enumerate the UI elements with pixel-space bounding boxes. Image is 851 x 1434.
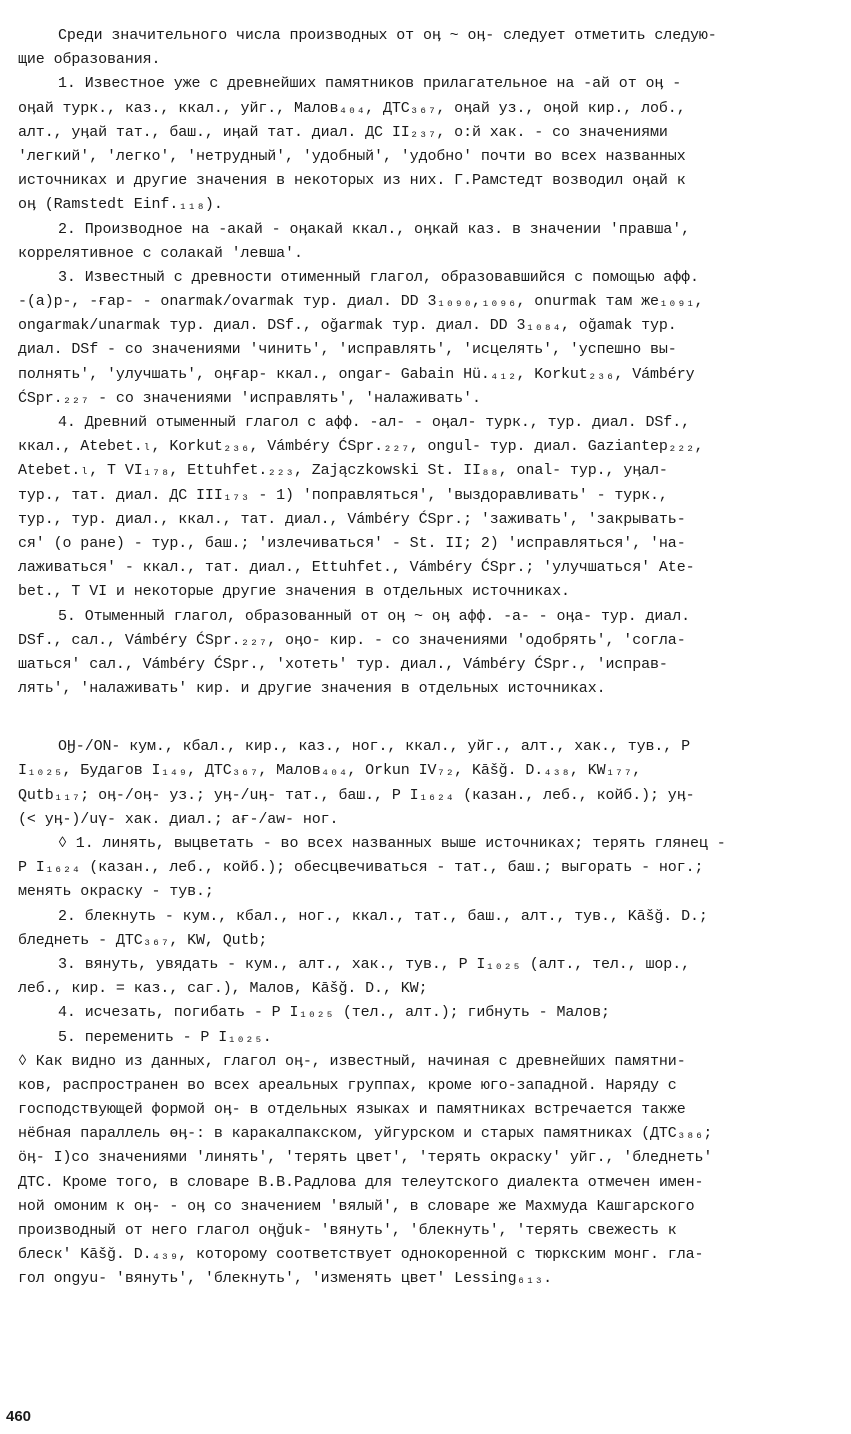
- text-line: тур., тат. диал. ДС III₁₇₃ - 1) 'поправляться', 'выздоравливать' - турк.,: [18, 486, 668, 504]
- text-line: господствующей формой оӊ- в отдельных языках и памятниках встречается также: [18, 1101, 686, 1119]
- text-line: коррелятивное с солакай 'левша'.: [18, 244, 303, 262]
- text-line: Qutb₁₁₇; оӊ-/оӊ- уз.; уӊ-/uӊ- тат., баш., Р I₁₆₂₄ (казан., леб., койб.); уӊ-: [18, 786, 695, 804]
- text-line: нёбная параллель өӊ-: в каракалпакском, уйгурском и старых памятниках (ДТС₃₈₆;: [18, 1125, 713, 1143]
- text-line: 2. блекнуть - кум., кбал., ног., ккал., тат., баш., алт., тув., Kāšğ. D.;: [58, 907, 708, 925]
- text-line: bet., T VI и некоторые другие значения в отдельных источниках.: [18, 583, 570, 601]
- text-line: леб., кир. = каз., саг.), Малов, Kāšğ. D., KW;: [18, 980, 428, 998]
- page-number: 460: [6, 1408, 32, 1425]
- text-line: ккал., Atebet.ₗ, Korkut₂₃₆, Vámbéry ĆSpr.₂₂₇, ongul- тур. диал. Gaziantep₂₂₂,: [18, 438, 704, 456]
- text-line: производный от него глагол oңğuk- 'вянуть', 'блекнуть', 'терять свежесть к: [18, 1222, 677, 1239]
- derivation-item-5: [18, 605, 833, 702]
- text-line: I₁₀₂₅, Будагов I₁₄₉, ДТС₃₆₇, Малов₄₀₄, Orkun IV₇₂, Kāšğ. D.₄₃₈, KW₁₇₇,: [18, 762, 642, 780]
- text-line: ДТС. Кроме того, в словаре В.В.Радлова для телеутского диалекта отмечен имен-: [18, 1173, 704, 1191]
- text-line: алт., уӊай тат., баш., иӊай тат. диал. ДС II₂₃₇, о:й хак. - со значениями: [18, 123, 668, 141]
- entry-comment: [18, 1050, 833, 1292]
- text-line: лять', 'налаживать' кир. и другие значения в отдельных источниках.: [18, 680, 606, 698]
- text-line: -(a)р-, -ғар- - onarmak/ovarmak тур. диал. DD 3₁₀₉₀,₁₀₉₆, onurmak там же₁₀₉₁,: [18, 293, 704, 311]
- text-line: оӊ (Ramstedt Einf.₁₁₈).: [18, 196, 223, 214]
- text-line: 1. Известное уже с древнейших памятников прилагательное на -ай от оӊ -: [58, 75, 682, 93]
- derivation-item-4: [18, 411, 833, 605]
- text-line: ĆSpr.₂₂₇ - со значениями 'исправлять', 'налаживать'.: [18, 389, 481, 407]
- entry-sense-4: [18, 1001, 833, 1025]
- text-line: DSf., сал., Vámbéry ĆSpr.₂₂₇, оӊо- кир. - со значениями 'одобрять', 'согла-: [18, 631, 686, 649]
- text-line: менять окраску - тув.;: [18, 883, 214, 901]
- text-line: лаживаться' - ккал., тат. диал., Ettuhfet., Vámbéry ĆSpr.; 'улучшаться' Ate-: [18, 559, 695, 577]
- derivation-item-1: [18, 72, 833, 217]
- text-line: бледнеть - ДТС₃₆₇, KW, Qutb;: [18, 931, 268, 949]
- text-line: ongarmak/unarmak тур. диал. DSf., oğarmak тур. диал. DD 3₁₀₈₄, oğamak тур.: [18, 317, 677, 335]
- text-line: шаться' сал., Vámbéry ĆSpr., 'хотеть' тур. диал., Vámbéry ĆSpr., 'исправ-: [18, 655, 668, 673]
- intro-paragraph: [18, 24, 833, 72]
- text-line: оӊай турк., каз., ккал., уйг., Малов₄₀₄, ДТС₃₆₇, оӊай уз., оӊой кир., лоб.,: [18, 99, 686, 117]
- text-line: тур., тур. диал., ккал., тат. диал., Vámbéry ĆSpr.; 'заживать', 'закрывать-: [18, 510, 686, 528]
- derivation-item-2: [18, 218, 833, 266]
- entry-heading: [18, 735, 833, 832]
- derivation-item-3: [18, 266, 833, 411]
- text-line: ОӇ-/ОN- кум., кбал., кир., каз., ног., ккал., уйг., алт., хак., тув., Р: [58, 738, 691, 756]
- entry-sense-1: [18, 832, 833, 905]
- text-line: Atebet.ₗ, T VI₁₇₈, Ettuhfet.₂₂₃, Zajączkowski St. II₈₈, onal- тур., уӊал-: [18, 462, 668, 480]
- text-line: ◊ 1. линять, выцветать - во всех названных выше источниках; терять глянец -: [58, 835, 726, 852]
- text-line: Р I₁₆₂₄ (казан., леб., койб.); обесцвечиваться - тат., баш.; выгорать - ног.;: [18, 859, 704, 877]
- text-line: öӊ- I)со значениями 'линять', 'терять цвет', 'терять окраску' уйг., 'бледнеть': [18, 1149, 713, 1167]
- text-line: полнять', 'улучшать', оӊғар- ккал., ongar- Gabain Hü.₄₁₂, Korkut₂₃₆, Vámbéry: [18, 365, 695, 383]
- text-line: гол ongyu- 'вянуть', 'блекнуть', 'изменять цвет' Lessing₆₁₃.: [18, 1270, 553, 1288]
- entry-sense-2: [18, 905, 833, 953]
- text-line: Среди значительного числа производных от оӊ ~ оӊ- следует отметить следую-: [58, 27, 717, 44]
- text-line: ◊ Как видно из данных, глагол оӊ-, известный, начиная с древнейших памятни-: [18, 1052, 686, 1070]
- text-line: щие образования.: [18, 51, 161, 69]
- text-line: 3. Известный с древности отименный глагол, образовавшийся с помощью афф.: [58, 268, 699, 286]
- section-gap: [18, 701, 833, 735]
- text-line: 5. Отыменный глагол, образованный от оӊ ~ оӊ афф. -а- - оӊа- тур. диал.: [58, 607, 691, 625]
- text-line: 2. Производное на -акай - оӊакай ккал., оӊкай каз. в значении 'правша',: [58, 220, 691, 238]
- text-line: ков, распространен во всех ареальных группах, кроме юго-западной. Наряду с: [18, 1076, 677, 1094]
- entry-sense-5: [18, 1026, 833, 1050]
- entry-sense-3: [18, 953, 833, 1001]
- text-line: ной омоним к оӊ- - оӊ со значением 'вялый', в словаре же Махмуда Кашгарского: [18, 1197, 695, 1215]
- text-line: диал. DSf - со значениями 'чинить', 'исправлять', 'исцелять', 'успешно вы-: [18, 341, 677, 359]
- text-line: 'легкий', 'легко', 'нетрудный', 'удобный', 'удобно' почти во всех названных: [18, 147, 686, 165]
- text-line: 4. Древний отыменный глагол с афф. -ал- - оӊал- турк., тур. диал. DSf.,: [58, 414, 691, 431]
- text-line: 4. исчезать, погибать - Р I₁₀₂₅ (тел., алт.); гибнуть - Малов;: [58, 1004, 610, 1022]
- text-line: блеск' Kāšğ. D.₄₃₉, которому соответствует однокоренной с тюркским монг. гла-: [18, 1246, 704, 1264]
- text-line: источниках и другие значения в некоторых из них. Г.Рамстедт возводил оӊай к: [18, 172, 686, 190]
- text-line: ся' (о ране) - тур., баш.; 'излечиваться' - St. II; 2) 'исправляться', 'на-: [18, 534, 686, 552]
- text-line: 3. вянуть, увядать - кум., алт., хак., тув., Р I₁₀₂₅ (алт., тел., шор.,: [58, 955, 691, 973]
- text-line: (< уӊ-)/uү- хак. диал.; ағ-/aw- ног.: [18, 810, 339, 828]
- text-line: 5. переменить - Р I₁₀₂₅.: [58, 1028, 272, 1046]
